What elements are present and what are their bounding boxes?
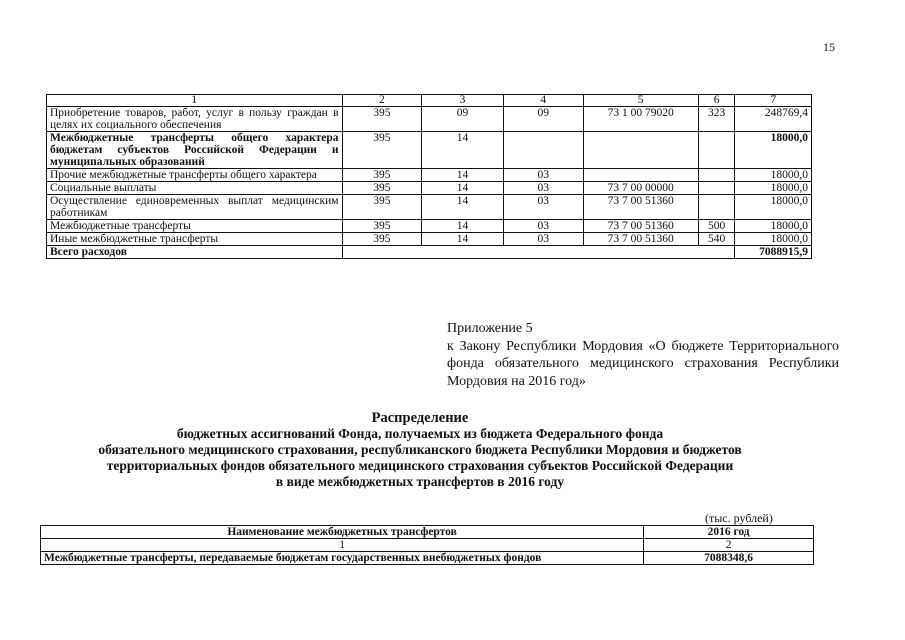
transfer-value: 7088348,6: [644, 552, 814, 565]
cell-target-item: 73 7 00 00000: [583, 182, 698, 195]
cell-code: 395: [342, 132, 422, 169]
budget-expenditure-table: [46, 94, 812, 259]
appendix-law-reference: к Закону Республики Мордовия «О бюджете Территориального фонда обязательного медицинского страхования Республики Мордовия на 2016 год»: [447, 338, 839, 389]
cell-target-item: [583, 169, 698, 182]
cell-section: 14: [422, 233, 504, 246]
cell-expense-type: 500: [698, 220, 735, 233]
total-empty-cell: [342, 246, 735, 259]
cell-amount: 18000,0: [735, 169, 812, 182]
cell-code: 395: [342, 107, 422, 132]
cell-code: 395: [342, 220, 422, 233]
cell-expense-type: 540: [698, 233, 735, 246]
distribution-heading: [40, 410, 800, 490]
cell-section: 14: [422, 169, 504, 182]
cell-target-item: [583, 132, 698, 169]
total-row: [47, 246, 812, 259]
heading-line: территориальных фондов обязательного медицинского страхования субъектов Российской Федерации: [106, 458, 734, 473]
cell-target-item: 73 7 00 51360: [583, 220, 698, 233]
table-row: [47, 233, 812, 246]
units-label: (тыс. рублей): [705, 511, 773, 525]
row-name: Осуществление единовременных выплат медицинским работникам: [47, 195, 343, 220]
page-number: 15: [823, 40, 835, 54]
cell-target-item: 73 1 00 79020: [583, 107, 698, 132]
cell-section: 14: [422, 132, 504, 169]
cell-target-item: 73 7 00 51360: [583, 195, 698, 220]
cell-subsection: 03: [503, 182, 583, 195]
col-year-header: 2016 год: [644, 526, 814, 539]
cell-code: 395: [342, 169, 422, 182]
row-name: Иные межбюджетные трансферты: [47, 233, 343, 246]
cell-amount: 18000,0: [735, 220, 812, 233]
total-label: Всего расходов: [47, 246, 343, 259]
row-name: Социальные выплаты: [47, 182, 343, 195]
heading-line: бюджетных ассигнований Фонда, получаемых из бюджета Федерального фонда: [176, 426, 664, 441]
header-cell: 3: [422, 95, 504, 107]
heading-line: обязательного медицинского страхования, республиканского бюджета Республики Мордовия и бюджетов: [98, 442, 742, 457]
cell-subsection: [503, 132, 583, 169]
cell-section: 14: [422, 195, 504, 220]
header-cell: 4: [503, 95, 583, 107]
cell-subsection: 09: [503, 107, 583, 132]
column-number: 1: [41, 539, 644, 552]
cell-expense-type: [698, 182, 735, 195]
row-name: Приобретение товаров, работ, услуг в пользу граждан в целях их социального обеспечения: [47, 107, 343, 132]
cell-section: 14: [422, 182, 504, 195]
transfer-name: Межбюджетные трансферты, передаваемые бюджетам государственных внебюджетных фондов: [41, 552, 644, 565]
column-number: 2: [644, 539, 814, 552]
cell-section: 14: [422, 220, 504, 233]
row-name: Прочие межбюджетные трансферты общего характера: [47, 169, 343, 182]
header-cell: 5: [583, 95, 698, 107]
table-header-row: [47, 95, 812, 107]
table-row: [47, 195, 812, 220]
cell-subsection: 03: [503, 220, 583, 233]
table-row: [47, 169, 812, 182]
table-row: [47, 220, 812, 233]
header-cell: 6: [698, 95, 735, 107]
header-cell: 1: [47, 95, 343, 107]
header-cell: 2: [342, 95, 422, 107]
table-row: [47, 107, 812, 132]
cell-code: 395: [342, 182, 422, 195]
cell-target-item: 73 7 00 51360: [583, 233, 698, 246]
cell-amount: 18000,0: [735, 182, 812, 195]
cell-amount: 18000,0: [735, 195, 812, 220]
table-row: [47, 132, 812, 169]
cell-expense-type: [698, 169, 735, 182]
table-row: [41, 552, 814, 565]
heading-title: Распределение: [371, 410, 469, 426]
cell-amount: 248769,4: [735, 107, 812, 132]
transfer-table: [40, 525, 814, 565]
cell-expense-type: 323: [698, 107, 735, 132]
row-name: Межбюджетные трансферты общего характера бюджетам субъектов Российской Федерации и муниципальных образований: [47, 132, 343, 169]
cell-amount: 18000,0: [735, 132, 812, 169]
appendix-number: Приложение 5: [447, 321, 533, 336]
total-value: 7088915,9: [735, 246, 812, 259]
cell-subsection: 03: [503, 169, 583, 182]
cell-subsection: 03: [503, 233, 583, 246]
cell-code: 395: [342, 195, 422, 220]
cell-expense-type: [698, 195, 735, 220]
col-name-header: Наименование межбюджетных трансфертов: [41, 526, 644, 539]
cell-subsection: 03: [503, 195, 583, 220]
cell-section: 09: [422, 107, 504, 132]
appendix-note: [447, 320, 839, 390]
heading-line: в виде межбюджетных трансфертов в 2016 году: [275, 474, 565, 489]
cell-code: 395: [342, 233, 422, 246]
column-number-row: [41, 539, 814, 552]
cell-amount: 18000,0: [735, 233, 812, 246]
table-row: [47, 182, 812, 195]
row-name: Межбюджетные трансферты: [47, 220, 343, 233]
header-cell: 7: [735, 95, 812, 107]
cell-expense-type: [698, 132, 735, 169]
table-header-row: [41, 526, 814, 539]
